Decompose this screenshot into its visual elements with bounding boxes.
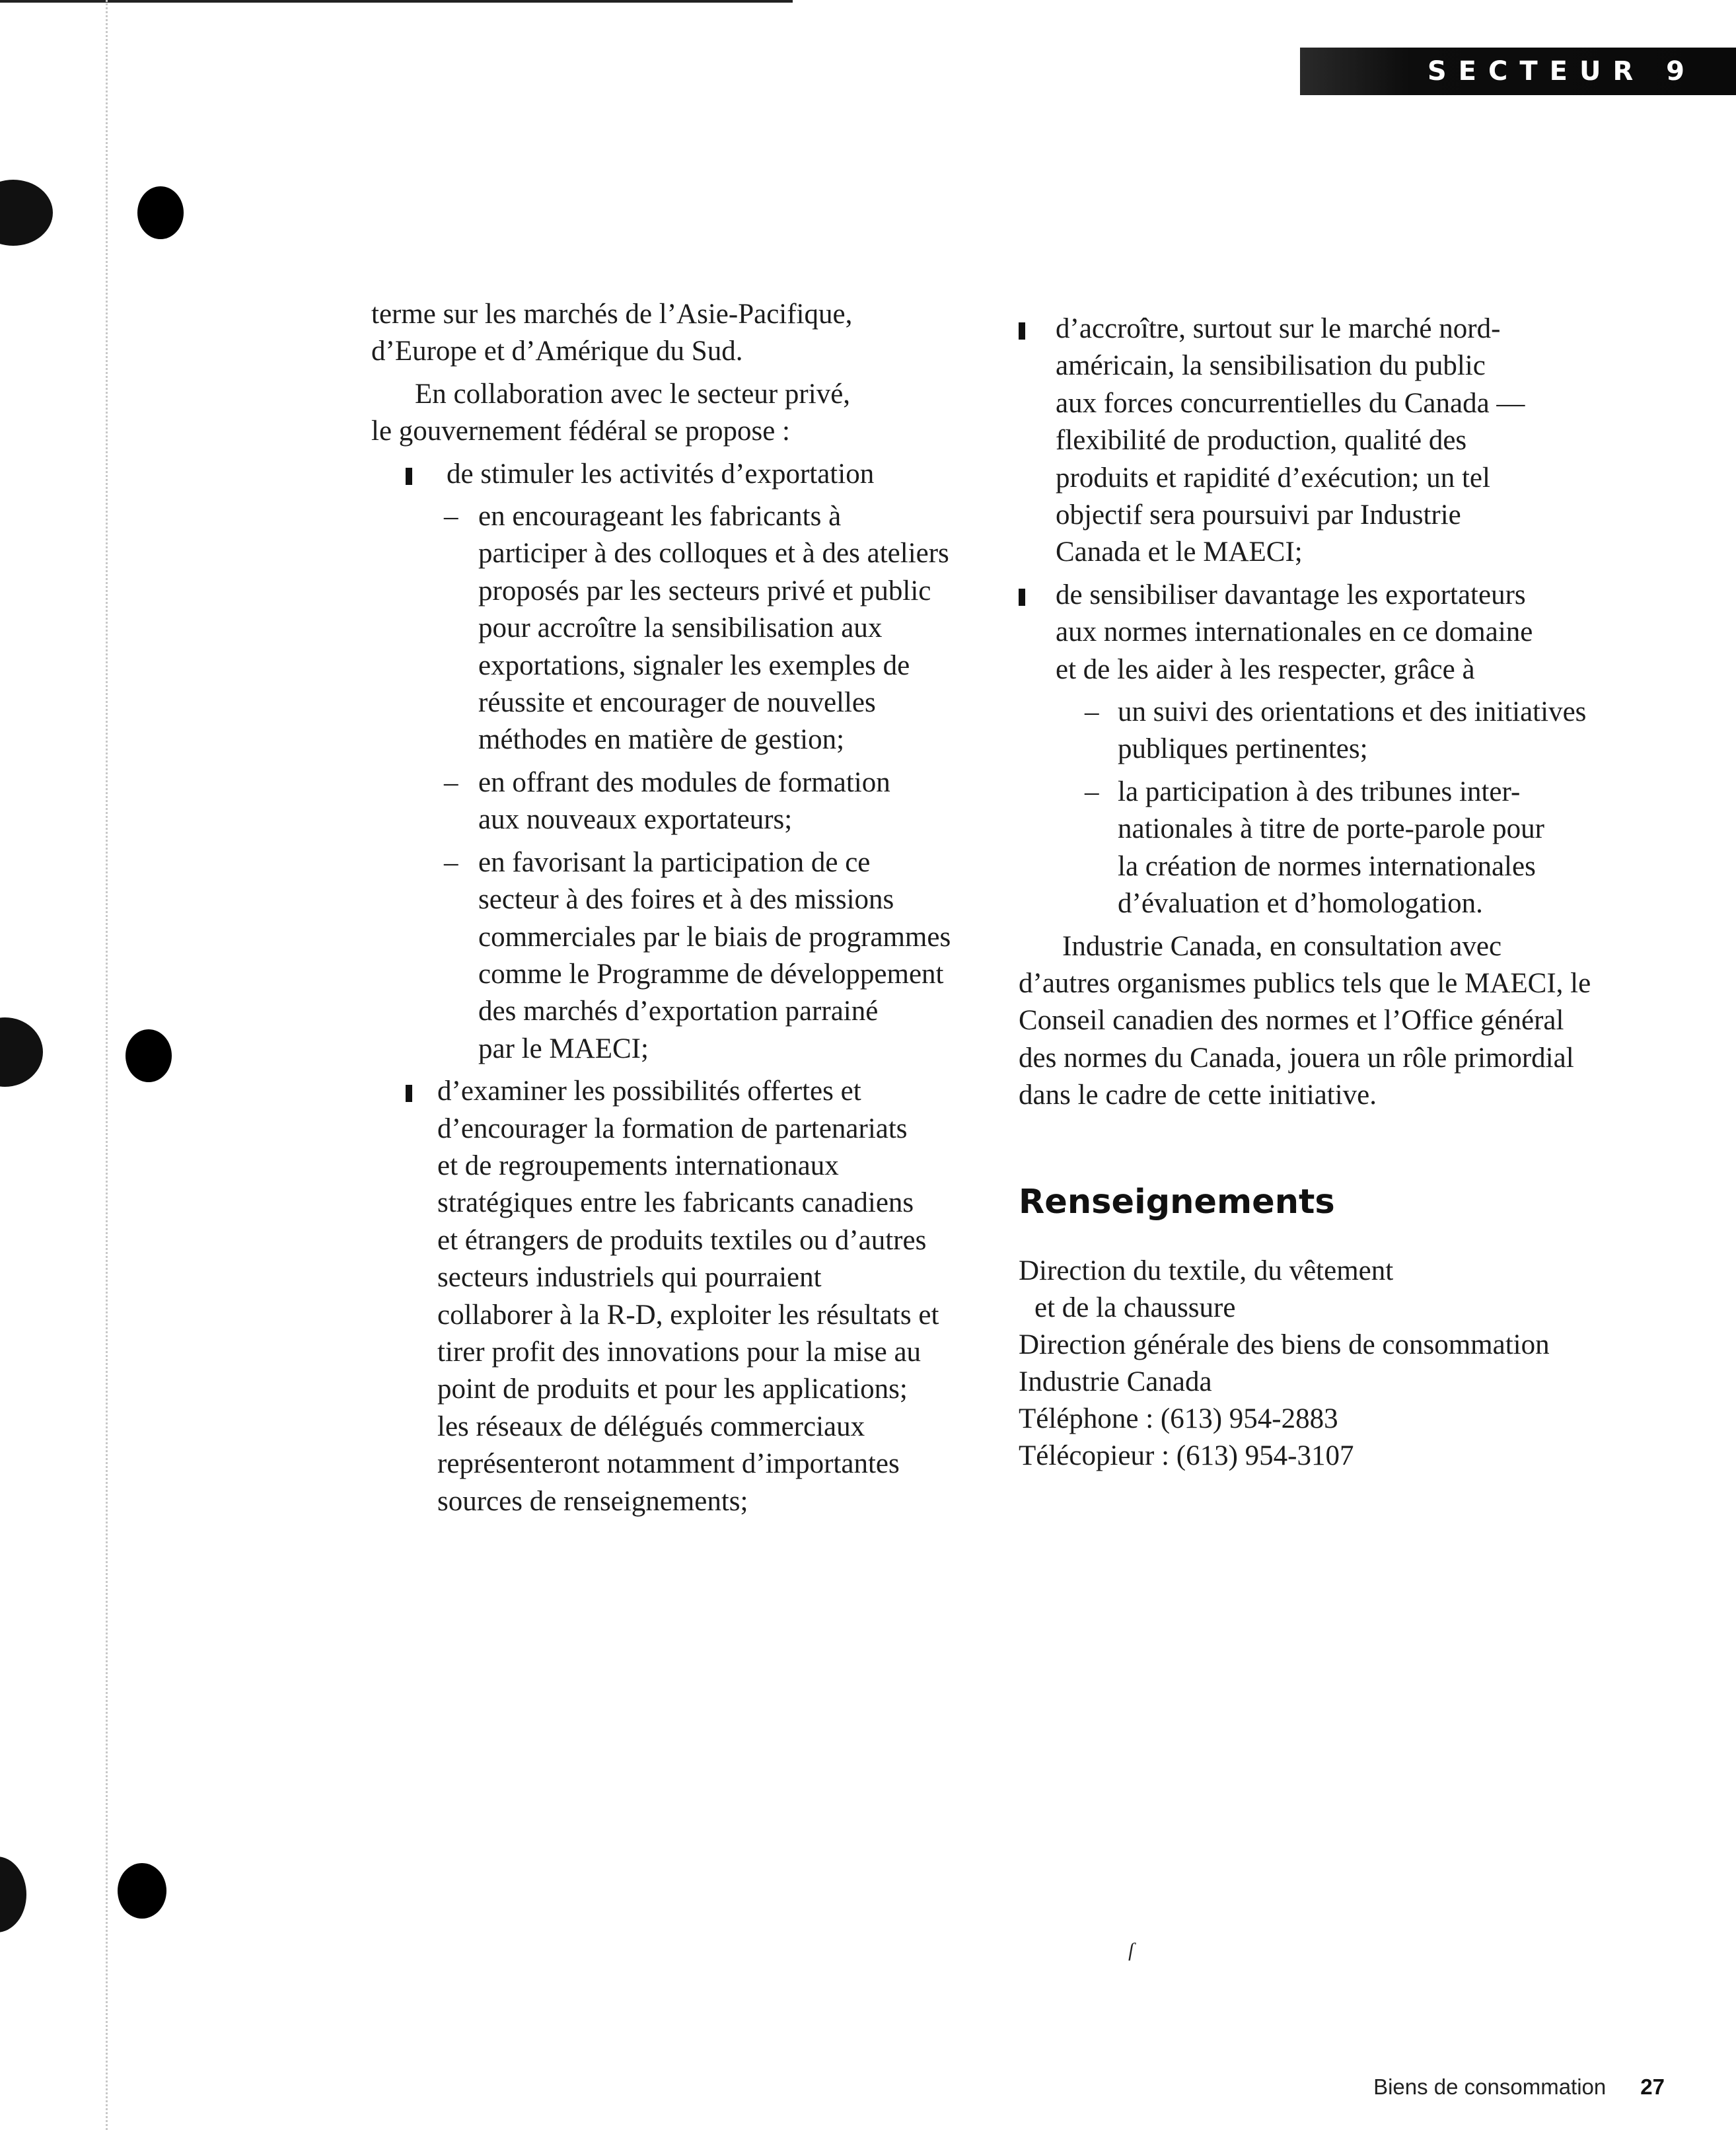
bullet-marker: [1019, 589, 1025, 606]
binder-hole-2: [126, 1029, 172, 1082]
page-number: 27: [1640, 2075, 1665, 2099]
bullet-marker: [406, 1085, 412, 1102]
binder-hole-1: [137, 186, 184, 239]
bullet-marker: [406, 468, 412, 485]
stray-mark: ſ: [1128, 1939, 1134, 1961]
industrie-canada-paragraph: Industrie Canada, en consultation avec d’autres organismes publics tels que le MAECI, le Conseil canadien des normes et l’Office général des normes du Canada, jouera un rôle primordial dans le cadre de cette initiative.: [1019, 930, 1591, 1111]
left-column: [371, 296, 966, 1520]
section-heading: Renseignements: [1019, 1183, 1335, 1222]
bullet-item-normes: de sensibiliser davantage les exportateurs aux normes internationales en ce domaine et de les aider à les respecter, grâce à: [1019, 577, 1630, 688]
contact-fax: Télécopieur : (613) 954-3107: [1019, 1440, 1354, 1471]
dash-item-foires: – en favorisant la participation de ce secteur à des foires et à des missions commerciales par le biais de programmes comme le Programme de développement des marchés d’exportation parrainé par le MAECI;: [444, 846, 951, 1064]
dash-item-formation: – en offrant des modules de formation aux nouveaux exportateurs;: [444, 766, 890, 836]
dash-item-colloques: – en encourageant les fabricants à participer à des colloques et à des ateliers proposés par les secteurs privé et public pour accroître la sensibilisation aux exportations, signaler les exemples de réussite et encourager de nouvelles méthodes en matière de gestion;: [444, 501, 949, 756]
page-footer: [1373, 2075, 1665, 2100]
binder-hole-edge-3: [0, 1856, 26, 1932]
contact-organization: Industrie Canada: [1019, 1366, 1212, 1397]
intro-paragraph: terme sur les marchés de l’Asie-Pacifique, d’Europe et d’Amérique du Sud.: [371, 299, 853, 367]
binder-hole-3: [118, 1863, 166, 1919]
section-banner: [1300, 48, 1736, 95]
contact-phone: Téléphone : (613) 954-2883: [1019, 1403, 1338, 1434]
binder-hole-edge-2: [0, 1017, 43, 1087]
scan-edge: [106, 0, 108, 2130]
dash-list-export: [444, 498, 966, 1068]
collaboration-paragraph: En collaboration avec le secteur privé, le gouvernement fédéral se propose :: [371, 378, 851, 447]
dash-item-tribunes: – la participation à des tribunes inter- nationales à titre de porte-parole pour la création de normes internationales d’évaluation et d’homologation.: [1085, 776, 1544, 920]
dash-list-normes: [1085, 694, 1630, 922]
footer-label: Biens de consommation: [1373, 2075, 1607, 2099]
right-column: [1019, 311, 1630, 1115]
bullet-item-sensibilisation: d’accroître, surtout sur le marché nord- américain, la sensibilisation du public aux forces concurrentielles du Canada — flexibilité de production, qualité des produits et rapidité d’exécution; un tel objectif sera poursuivi par Industrie Canada et le MAECI;: [1019, 311, 1630, 571]
contact-direction-cont: et de la chaussure: [1034, 1292, 1236, 1323]
bullet-item-export: de stimuler les activités d’exportation: [371, 456, 966, 493]
contact-direction-generale: Direction générale des biens de consommation: [1019, 1329, 1550, 1360]
section-label: SECTEUR 9: [1427, 56, 1696, 87]
contact-block: [1019, 1253, 1550, 1475]
dash-item-suivi: – un suivi des orientations et des initiatives publiques pertinentes;: [1085, 696, 1587, 765]
contact-direction: Direction du textile, du vêtement: [1019, 1255, 1394, 1286]
binder-hole-edge-1: [0, 180, 53, 246]
bullet-item-partenariats: d’examiner les possibilités offertes et d’encourager la formation de partenariats et de regroupements internationaux stratégiques entre les fabricants canadiens et étrangers de produits textiles ou d’autres secteurs industriels qui pourraient collaborer à la R-D, exploiter les résultats et tirer profit des innovations pour la mise au point de produits et pour les applications; les réseaux de délégués commerciaux représenteront notamment d’importantes sources de renseignements;: [371, 1073, 966, 1520]
bullet-marker: [1019, 322, 1025, 340]
top-rule: [0, 0, 793, 3]
